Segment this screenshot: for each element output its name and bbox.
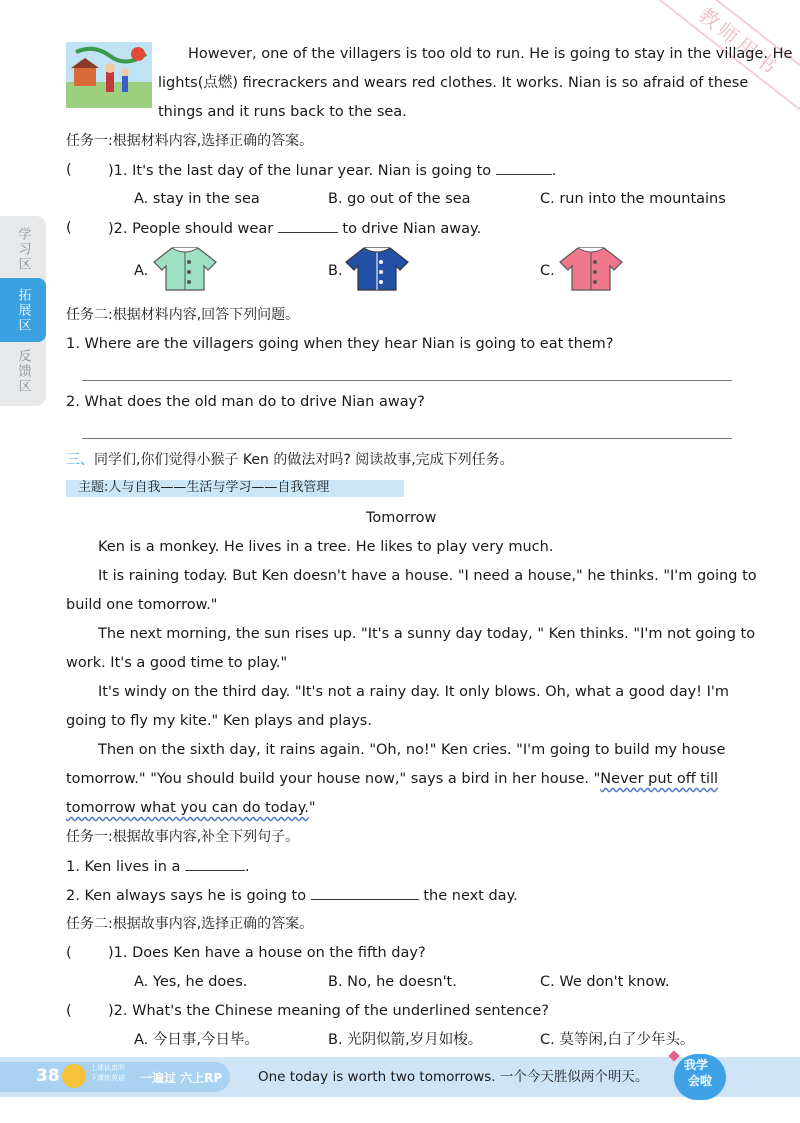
- footer-slogan-2: 下课练英语: [90, 1074, 125, 1082]
- option-c[interactable]: C. We don't know.: [540, 974, 670, 990]
- task-title: 任务二:根据材料内容,回答下列问题。: [66, 307, 300, 323]
- answer-blank[interactable]: [278, 218, 338, 233]
- question-end: .: [551, 163, 557, 179]
- side-tab-study[interactable]: 学习区: [15, 226, 31, 272]
- passage-line-1: However, one of the villagers is too old to run. He is going to stay in the village. He: [188, 46, 793, 62]
- story-paragraph-2: It is raining today. But Ken doesn't have a house. "I need a house," he thinks. "I'm going to: [98, 568, 757, 584]
- option-b[interactable]: B. No, he doesn't.: [328, 974, 457, 990]
- badge-text-2: 会啦: [688, 1074, 713, 1088]
- badge-i-learned: [674, 1054, 726, 1100]
- question-1: [108, 943, 426, 963]
- open-question-2: 2. What does the old man do to drive Nian away?: [66, 394, 425, 410]
- task-title: 任务一:根据材料内容,选择正确的答案。: [66, 133, 314, 149]
- page-number: 38: [36, 1066, 60, 1086]
- question-end: .: [245, 859, 250, 875]
- story-title: Tomorrow: [366, 510, 437, 526]
- section-number: 三、: [66, 452, 94, 468]
- side-tab-extend[interactable]: 拓展区: [0, 278, 46, 342]
- question-text: 2. Ken always says he is going to: [66, 888, 307, 904]
- answer-paren-open: (: [66, 220, 72, 236]
- option-a[interactable]: A. 今日事,今日毕。: [134, 1032, 259, 1048]
- answer-line[interactable]: [82, 380, 732, 381]
- option-b[interactable]: B. 光阴似箭,岁月如梭。: [328, 1032, 483, 1048]
- question-2: [108, 218, 481, 239]
- answer-paren-open: (: [66, 1003, 72, 1019]
- red-coat-image[interactable]: [556, 244, 626, 296]
- question-text: the next day.: [423, 888, 518, 904]
- question-number: )2.: [108, 1003, 128, 1019]
- task-title: 任务二:根据故事内容,选择正确的答案。: [66, 916, 314, 932]
- festival-illustration: [66, 42, 152, 108]
- green-coat-image[interactable]: [150, 244, 220, 296]
- answer-blank[interactable]: [496, 160, 552, 175]
- question-text: Does Ken have a house on the fifth day?: [132, 945, 426, 961]
- question-text: to drive Nian away.: [342, 221, 482, 237]
- question-text: What's the Chinese meaning of the underlined sentence?: [132, 1003, 549, 1019]
- passage-line-2: lights(点燃) firecrackers and wears red clothes. It works. Nian is so afraid of these: [158, 75, 749, 91]
- badge-text-1: 我学: [684, 1058, 709, 1072]
- option-c[interactable]: C. 莫等闲,白了少年头。: [540, 1032, 695, 1048]
- passage-line-3: things and it runs back to the sea.: [158, 104, 407, 120]
- blue-coat-image[interactable]: [342, 244, 412, 296]
- story-paragraph-5-cont: [66, 769, 718, 789]
- story-paragraph-5: Then on the sixth day, it rains again. "Oh, no!" Ken cries. "I'm going to build my house: [98, 742, 726, 758]
- option-b[interactable]: B. go out of the sea: [328, 191, 471, 207]
- underlined-sentence: Never put off till: [600, 771, 719, 787]
- answer-blank[interactable]: [311, 885, 419, 900]
- question-number: )1.: [108, 945, 128, 961]
- question-2: [108, 1001, 549, 1021]
- question-text: 1. Ken lives in a: [66, 859, 181, 875]
- question-1: [108, 160, 556, 181]
- brand-name: 一遍过 六上RP: [140, 1071, 223, 1085]
- story-paragraph-4-cont: going to fly my kite." Ken plays and plays.: [66, 713, 372, 729]
- option-c[interactable]: C.: [540, 263, 555, 279]
- story-text: tomorrow." "You should build your house now," says a bird in her house. ": [66, 771, 601, 787]
- story-paragraph-5-end: [66, 798, 316, 818]
- theme-text: 主题:人与自我——生活与学习——自我管理: [78, 480, 330, 495]
- story-paragraph-3-cont: work. It's a good time to play.": [66, 655, 288, 671]
- section-title: 同学们,你们觉得小猴子 Ken 的做法对吗? 阅读故事,完成下列任务。: [94, 452, 514, 468]
- option-c[interactable]: C. run into the mountains: [540, 191, 726, 207]
- theme-bar: [66, 480, 404, 497]
- footer-slogan-1: 上课认真听: [90, 1064, 125, 1072]
- open-question-1: 1. Where are the villagers going when they hear Nian is going to eat them?: [66, 336, 614, 352]
- footer-proverb: One today is worth two tomorrows. 一个今天胜似两个明天。: [258, 1069, 649, 1085]
- story-paragraph-2-cont: build one tomorrow.": [66, 597, 218, 613]
- option-a[interactable]: A. stay in the sea: [134, 191, 260, 207]
- question-number: )1.: [108, 163, 128, 179]
- answer-paren-open: (: [66, 162, 72, 178]
- story-text: ": [308, 800, 316, 816]
- option-a[interactable]: A.: [134, 263, 149, 279]
- side-tab-feedback[interactable]: 反馈区: [15, 348, 31, 394]
- question-text: People should wear: [132, 221, 274, 237]
- fill-question-1: [66, 856, 250, 877]
- story-paragraph-1: Ken is a monkey. He lives in a tree. He likes to play very much.: [98, 539, 554, 555]
- fill-question-2: [66, 885, 518, 906]
- teacher-edition-stamp: 教师用书: [658, 0, 800, 110]
- underlined-sentence: tomorrow what you can do today.: [66, 800, 309, 816]
- section-heading: [66, 450, 514, 470]
- story-paragraph-3: The next morning, the sun rises up. "It's a sunny day today, " Ken thinks. "I'm not going to: [98, 626, 756, 642]
- option-a[interactable]: A. Yes, he does.: [134, 974, 248, 990]
- answer-blank[interactable]: [185, 856, 245, 871]
- question-text: It's the last day of the lunar year. Nian is going to: [132, 163, 492, 179]
- option-b[interactable]: B.: [328, 263, 343, 279]
- answer-line[interactable]: [82, 438, 732, 439]
- mascot-icon: [62, 1064, 86, 1088]
- question-number: )2.: [108, 221, 128, 237]
- answer-paren-open: (: [66, 945, 72, 961]
- task-title: 任务一:根据故事内容,补全下列句子。: [66, 829, 300, 845]
- story-paragraph-4: It's windy on the third day. "It's not a rainy day. It only blows. Oh, what a good day! I'm: [98, 684, 729, 700]
